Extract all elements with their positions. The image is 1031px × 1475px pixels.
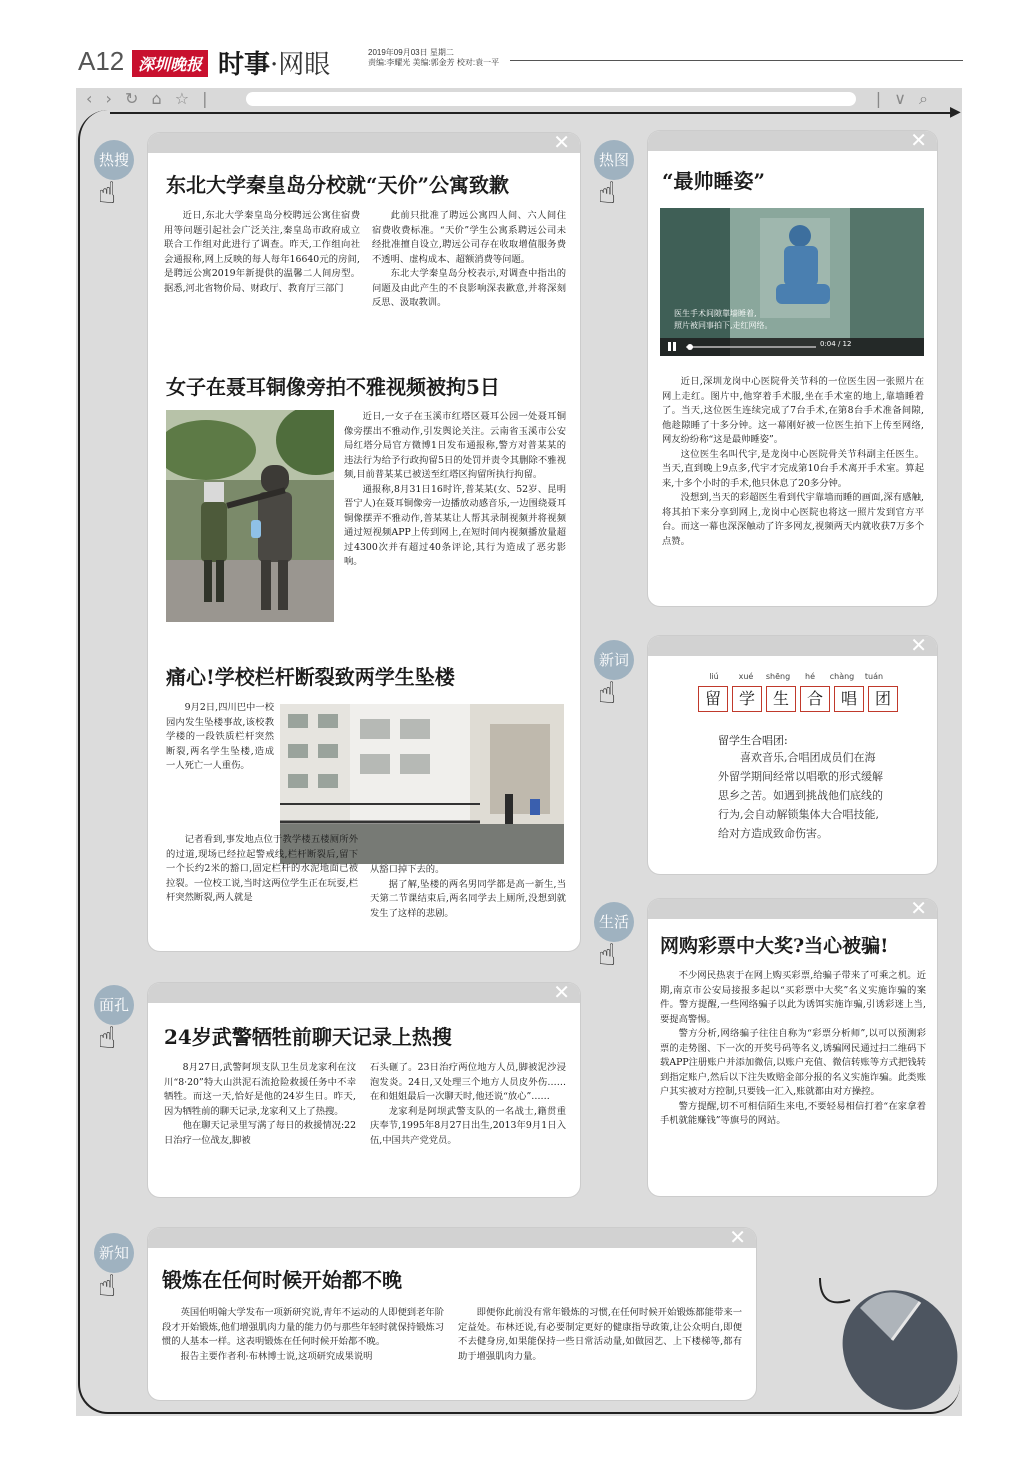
article-title: 痛心!学校栏杆断裂致两学生坠楼: [166, 665, 455, 689]
article-body: 石头砸了。23日治疗两位地方人员,脚被泥沙浸泡发炎。24日,又处理三个地方人员皮外伤……在和姐姐最后一次聊天时,他还说“放心”…… 龙家利是阿坝武警支队的一名战士,籍贯重庆奉节,1995年8月27日出生,2013年9月1日入伍,中国共产党党员。: [370, 1062, 566, 1146]
card-titlebar: [648, 899, 937, 919]
card-life: [648, 899, 937, 1196]
hand-cursor-icon: ☝: [98, 1269, 117, 1304]
hand-cursor-icon: ☝: [98, 176, 117, 211]
article-title: “最帅睡姿”: [662, 169, 766, 193]
hand-cursor-icon: ☝: [598, 938, 617, 973]
article-body: 英国伯明翰大学发布一项新研究说,青年不运动的人即便到老年阶段才开始锻炼,他们增强肌肉力量的能力仍与那些年轻时就保持锻炼习惯的人基本一样。这表明锻炼在任何时候开始都不晚。 报告主要作者利·布林博士说,这项研究成果说明: [162, 1307, 444, 1362]
page-number: A12: [78, 46, 125, 76]
article-body: 记者看到,事发地点位于教学楼五楼厕所外的过道,现场已经拉起警戒线,栏杆断裂后,留下一个长约2米的豁口,固定栏杆的水泥地面已被拉裂。一位校工说,当时这两位学生正在玩耍,栏杆突然断裂,两人就是: [166, 834, 358, 903]
mouse-cable-top: [110, 112, 956, 114]
video-player[interactable]: [660, 208, 924, 356]
masthead-rule: [510, 60, 963, 61]
article-body: 近日,一女子在玉溪市红塔区聂耳公园一处聂耳铜像旁摆出不雅动作,引发舆论关注。云南省玉溪市公安局红塔分局官方微博1日发布通报称,警方对普某某的违法行为给予行政拘留5日的处罚并责令其删除不雅视频,目前普某某已被送至红塔区拘留所执行拘留。 通报称,8月31日16时许,普某某(女、52岁、昆明晋宁人)在聂耳铜像旁一边播放动感音乐,一边围绕聂耳铜像摆弄不雅动作,普某某让人帮其录制视频并将视频通过短视频APP上传到网上,在短时间内视频播放量超过4300次并有超过40条评论,其行为造成了恶劣影响。: [344, 411, 566, 567]
video-time: 0:04 / 12: [820, 340, 852, 348]
section-sub: ·网眼: [270, 50, 331, 80]
toolbar-icons[interactable]: | ∨ ⌕: [875, 89, 932, 108]
statue-photo: [166, 410, 334, 622]
hand-cursor-icon: ☝: [98, 1021, 117, 1056]
meta-staff: 责编:李耀光 美编:郭金芳 校对:袁一平: [368, 58, 500, 67]
card-face: [148, 983, 580, 1197]
word-definition: 喜欢音乐,合唱团成员们在海外留学期间经常以唱歌的形式缓解思乡之苦。如遇到挑战他们底线的行为,会自动解锁集体大合唱技能,给对方造成致命伤害。: [718, 751, 883, 840]
article-title: 东北大学秦皇岛分校就“天价”公寓致歉: [166, 173, 510, 197]
article-body: 近日,东北大学秦皇岛分校聘远公寓住宿费用等问题引起社会广泛关注,秦皇岛市政府成立联合工作组对此进行了调查。昨天,工作组向社会通报称,网上反映的每人每年16640元的房间,是聘远公寓2019年新提供的温馨二人间房型。据悉,河北省物价局、财政厅、教育厅三部门: [164, 210, 360, 294]
article-title: 女子在聂耳铜像旁拍不雅视频被拘5日: [166, 375, 500, 399]
meta-date: 2019年09月03日 星期二: [368, 48, 454, 57]
address-bar[interactable]: [246, 92, 856, 106]
close-icon[interactable]: ✕: [729, 1228, 746, 1249]
article-title: 锻炼在任何时候开始都不晚: [162, 1268, 402, 1292]
card-titlebar: [648, 636, 937, 656]
hand-cursor-icon: ☝: [598, 676, 617, 711]
tag-new-know: 新知: [94, 1233, 134, 1273]
browser-bar: [76, 88, 962, 110]
close-icon[interactable]: ✕: [910, 131, 927, 152]
card-titlebar: [148, 983, 580, 1003]
newspaper-logo: 深圳晚报: [132, 50, 208, 77]
card-titlebar: [648, 131, 937, 151]
hand-cursor-icon: ☝: [598, 176, 617, 211]
tag-face: 面孔: [94, 985, 134, 1025]
article-body: 从豁口掉下去的。 据了解,坠楼的两名男同学都是高一新生,当天第二节课结束后,两名同学去上厕所,没想到就发生了这样的悲剧。: [370, 864, 566, 919]
word-label: 留学生合唱团:: [718, 734, 788, 747]
close-icon[interactable]: ✕: [553, 983, 570, 1004]
article-body: 近日,深圳龙岗中心医院骨关节科的一位医生因一张照片在网上走红。图片中,他穿着手术服,坐在手术室的地上,靠墙睡着了。当天,这位医生连续完成了7台手术,在第8台手术准备间隙,他趁隙睡了十多分钟。这一幕刚好被一位医生拍下上传至网络,网友纷纷称“这是最帅睡姿”。 这位医生名叫代宇,是龙岗中心医院骨关节科副主任医生。当天,直到晚上9点多,代宇才完成第10台手术离开手术室。算起来,十多个小时的手术,他只休息了20多分钟。 没想到,当天的彩超医生看到代宇靠墙而睡的画面,深有感触,将其拍下来分享到网上,龙岗中心医院也将这一照片发到官方平台。而这一幕也深深触动了许多网友,视频两天内就收获7万多个点赞。: [662, 376, 924, 547]
article-body: 此前只批准了聘远公寓四人间、六人间住宿费收费标准。“天价”学生公寓系聘远公司未经批准擅自设立,聘远公司存在收取增值服务费不透明、虚构成本、超额消费等问题。 东北大学秦皇岛分校表示,对调查中指出的问题及由此产生的不良影响深表歉意,并将深刻反思、汲取教训。: [372, 210, 566, 308]
card-titlebar: [148, 133, 580, 153]
section-title: [218, 44, 330, 81]
mouse-icon: [800, 1270, 970, 1415]
article-body: 8月27日,武警阿坝支队卫生员龙家利在汶川“8·20”特大山洪泥石流抢险救援任务中不幸牺牲。而这一天,恰好是他的24岁生日。昨天,因为牺牲前的聊天记录,龙家利又上了热搜。 他在聊天记录里写满了每日的救援情况:22日治疗一位战友,脚被: [164, 1062, 356, 1146]
nav-icons[interactable]: ‹ › ↻ ⌂ ☆ |: [86, 89, 212, 108]
card-hot-search: [148, 133, 580, 951]
card-hot-pic: [648, 131, 937, 606]
masthead: [78, 40, 963, 80]
tag-new-word: 新词: [594, 640, 634, 680]
close-icon[interactable]: ✕: [910, 636, 927, 657]
tag-hot-pic: 热图: [594, 140, 634, 180]
close-icon[interactable]: ✕: [910, 899, 927, 920]
word-chars: 留 学 生 合 唱 团: [698, 686, 902, 712]
section-main: 时事: [218, 50, 271, 80]
article-body: 不少网民热衷于在网上购买彩票,给骗子带来了可乘之机。近期,南京市公安局接报多起以“买彩票中大奖”名义实施诈骗的案件。警方提醒,一些网络骗子以此为诱饵实施诈骗,引诱彩迷上当,要提高警惕。 警方分析,网络骗子往往自称为“彩票分析师”,以可以预测彩票的走势图、下一次的开奖号码等名义,诱骗网民通过扫二维码下载APP注册账户并添加微信,以账户充值、微信转账等方式把钱转到指定账户,然后以下注失败赔金部分报的名义实施诈骗。此类账户其实被对方控制,只要钱一汇入,账就都由对方操控。 警方提醒,切不可相信陌生来电,不要轻易相信打着“在家拿着手机就能赚钱”等旗号的网站。: [660, 970, 926, 1126]
card-new-word: [648, 636, 937, 874]
article-body: 即便你此前没有常年锻炼的习惯,在任何时候开始锻炼都能带来一定益处。布林还说,有必要制定更好的健康指导政策,让公众明白,即便不去健身房,如果能保持一些日常活动量,如做园艺、上下楼梯等,都有助于增强肌肉力量。: [458, 1307, 742, 1362]
article-title: 网购彩票中大奖?当心被骗!: [660, 935, 889, 957]
cable-arrow-icon: ▶: [950, 104, 961, 120]
close-icon[interactable]: ✕: [553, 133, 570, 154]
masthead-meta: [368, 48, 499, 68]
article-title: 24岁武警牺牲前聊天记录上热搜: [164, 1025, 452, 1049]
video-caption: 医生手术间隙靠墙睡着, 照片被同事拍下,走红网络。: [674, 309, 773, 330]
tag-hot-search: 热搜: [94, 140, 134, 180]
pinyin-row: liú xué shēng hé chàng tuán: [709, 672, 884, 681]
tag-life: 生活: [594, 902, 634, 942]
card-titlebar: [148, 1228, 756, 1248]
article-body: 9月2日,四川巴中一校园内发生坠楼事故,该校教学楼的一段铁质栏杆突然断裂,两名学生坠楼,造成一人死亡一人重伤。: [166, 702, 274, 771]
card-new-know: [148, 1228, 756, 1400]
